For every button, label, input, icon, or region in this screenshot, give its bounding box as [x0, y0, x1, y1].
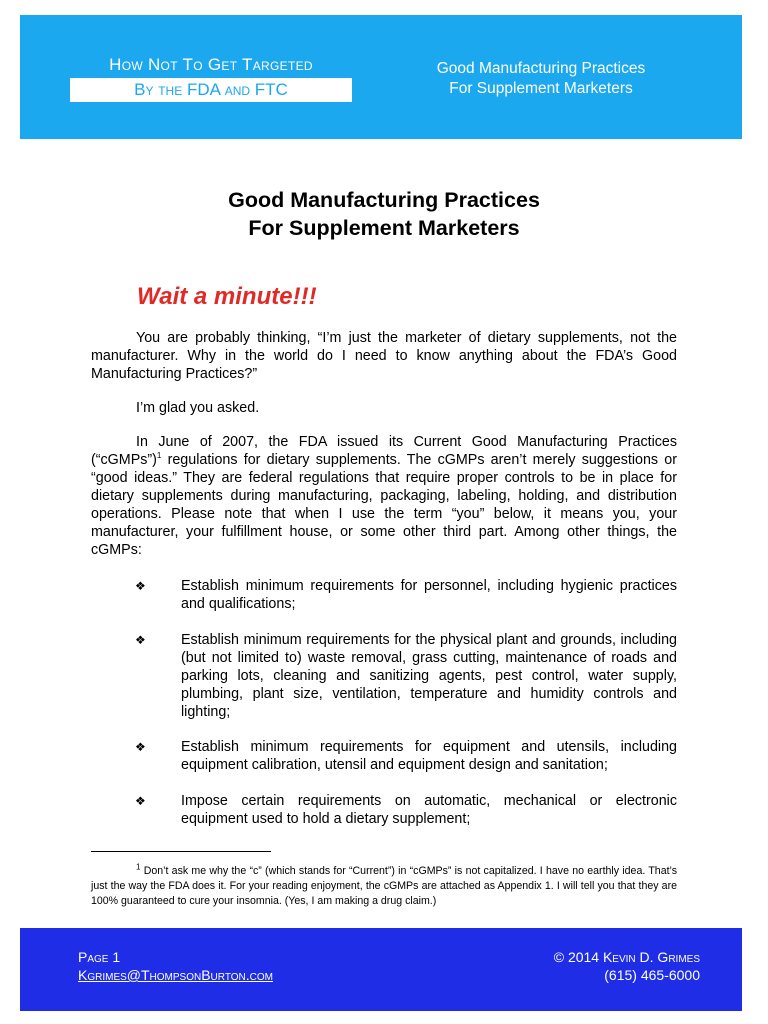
diamond-bullet-icon: ❖: [135, 740, 146, 754]
footer-left: [78, 948, 273, 984]
bullet-text: Establish minimum requirements for the physical plant and grounds, including (but not limited to) waste removal, grass cutting, maintenance of roads and parking lots, cleaning and sanitizing agents, pest control, water supply, plumbing, plant size, ventilation, temperature and humidity controls and lighting;: [181, 632, 677, 720]
footnote-text: Don’t ask me why the “c” (which stands for “Current”) in “cGMPs” is not capitalized. I have no earthly idea. That’s just the way the FDA does it. For your reading enjoyment, the cGMPs are attached as Appendix 1. I will tell you that they are 100% guaranteed to cure your insomnia. (Yes, I am making a drug claim.): [91, 865, 677, 907]
header-subtitle-line-2: For Supplement Marketers: [449, 80, 633, 97]
brand-line-1: How Not To Get Targeted: [109, 55, 313, 74]
document-title-line-2: For Supplement Marketers: [248, 216, 520, 240]
diamond-bullet-icon: ❖: [135, 794, 146, 808]
bullet-item: [91, 792, 677, 828]
paragraph-3: [91, 433, 677, 559]
diamond-bullet-icon: ❖: [135, 579, 146, 593]
copyright: © 2014 Kevin D. Grimes: [553, 949, 700, 965]
bullet-text: Establish minimum requirements for personnel, including hygienic practices and qualifications;: [181, 578, 677, 612]
footnote-divider: [91, 851, 271, 852]
email-link[interactable]: Kgrimes@ThompsonBurton.com: [78, 967, 273, 983]
bullet-item: [91, 738, 677, 774]
header-banner: [20, 15, 742, 139]
bullet-text: Impose certain requirements on automatic, mechanical or electronic equipment used to hold a dietary supplement;: [181, 793, 677, 827]
header-subtitle: [405, 59, 677, 99]
header-subtitle-line-1: Good Manufacturing Practices: [436, 60, 646, 77]
footnote-reference: 1: [156, 451, 162, 461]
paragraph-3-text-b: regulations for dietary supplements. The cGMPs aren’t merely suggestions or “good ideas.” They are federal regulations that require proper controls to be in place for dietary supplements during manufacturing, packaging, labeling, holding, and distribution operations. Please note that when I use the term “you” below, it means you, your manufacturer, your fulfillment house, or some other third part. Among other things, the cGMPs:: [91, 452, 677, 558]
document-title: [100, 186, 668, 242]
bullet-item: [91, 577, 677, 613]
page-number: Page 1: [78, 949, 121, 965]
footer-right: [554, 948, 700, 984]
paragraph-1: You are probably thinking, “I’m just the marketer of dietary supplements, not the manufacturer. Why in the world do I need to know anything about the FDA’s Good Manufacturing Practices?”: [91, 330, 677, 382]
brand-logo: [70, 53, 352, 102]
bullet-item: [91, 631, 677, 721]
phone-number: (615) 465-6000: [604, 967, 700, 983]
footer-banner: [20, 928, 742, 1011]
bullet-text: Establish minimum requirements for equipment and utensils, including equipment calibration, utensil and equipment design and sanitation;: [181, 739, 677, 773]
paragraph-2: I’m glad you asked.: [136, 400, 260, 416]
footnote: [91, 864, 677, 909]
diamond-bullet-icon: ❖: [135, 633, 146, 647]
section-heading: Wait a minute!!!: [137, 283, 317, 310]
footnote-number: 1: [136, 862, 141, 872]
document-title-line-1: Good Manufacturing Practices: [228, 188, 540, 212]
paragraph-3-text-a: In June of 2007, the FDA issued its Current Good Manufacturing Practices (“cGMPs”): [91, 434, 677, 468]
brand-line-2: By the FDA and FTC: [70, 78, 352, 102]
